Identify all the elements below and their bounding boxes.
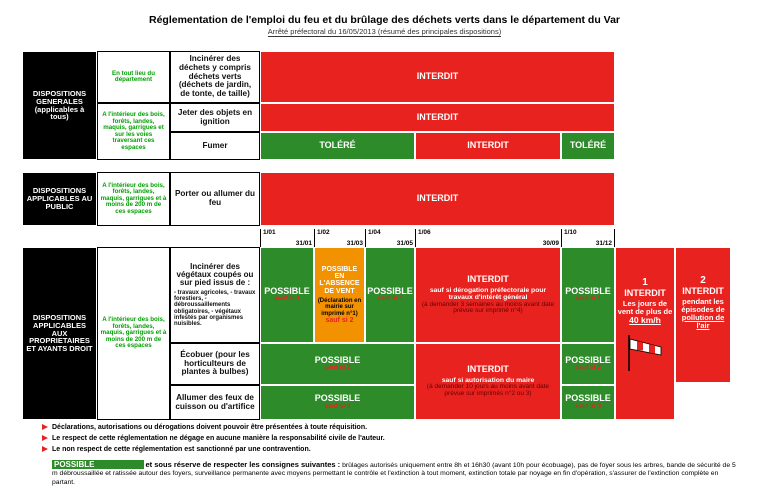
section1-scope1: En tout lieu du département xyxy=(97,51,170,103)
possible-absence-vent: POSSIBLE EN L'ABSENCE DE VENT (Déclaration en mairie sur imprimé n°1) sauf si 2 xyxy=(314,247,365,343)
triangle-bullet-icon xyxy=(42,446,48,452)
note-2: Le respect de cette réglementation ne dégage en aucune manière la responsabilité civile de l'auteur. xyxy=(52,435,385,442)
possible-apr-incinerer: POSSIBLE sauf si 1 xyxy=(365,247,415,343)
period-header: 1/01 31/01 xyxy=(260,229,314,247)
section1-tolere-2: TOLÉRÉ xyxy=(561,132,615,160)
windsock-icon xyxy=(625,333,665,373)
section1-heading: DISPOSITIONS GENERALES (applicables à tous) xyxy=(22,51,97,160)
possible-oct-incinerer: POSSIBLE sauf si 1 xyxy=(561,247,615,343)
possible-ecobuer: POSSIBLE sauf si 2 xyxy=(260,343,415,385)
section1-tolere-1: TOLÉRÉ xyxy=(260,132,415,160)
possible-feux: POSSIBLE sauf si 3 xyxy=(260,385,415,420)
section1-act2: Jeter des objets en ignition xyxy=(170,103,260,132)
section2-act: Porter ou allumer du feu xyxy=(170,172,260,226)
period-header: 1/04 31/05 xyxy=(365,229,415,247)
section2-heading: DISPOSITIONS APPLICABLES AU PUBLIC xyxy=(22,172,97,226)
note-1: Déclarations, autorisations ou dérogations doivent pouvoir être présentées à toute réquisition. xyxy=(52,424,367,431)
possible-jan-incinerer: POSSIBLE sauf si 1 xyxy=(260,247,314,343)
possible-oct-ecobuer: POSSIBLE sauf si 2 xyxy=(561,343,615,385)
section2-scope: A l'intérieur des bois, forêts, landes, maquis, garrigues et à moins de 200 m de ces espaces xyxy=(97,172,170,226)
period-header: 1/06 30/09 xyxy=(415,229,561,247)
section1-interdit-3: INTERDIT xyxy=(415,132,561,160)
triangle-bullet-icon xyxy=(42,424,48,430)
triangle-bullet-icon xyxy=(42,435,48,441)
section1-scope2: A l'intérieur des bois, forêts, landes, maquis, garrigues et sur les voies traversant ces espaces xyxy=(97,103,170,160)
footer-conditions: POSSIBLE sauf si 1 2 3 et sous réserve de respecter les consignes suivantes : brûlages autorisés uniquement entre 8h et 16h30 (avant 10h pour écobuage), pas de foyer sous les arbres, bande de sécurité de 5 m débroussaillée et ratissée autour des foyers, surveillance permanente avec moyens permettant le contrôle et l'extinction à tout moment, extinction totale par noyage en fin d'opération, s'assurer de l'extinction complète en partant. xyxy=(52,460,736,486)
note-3: Le non respect de cette réglementation est sanctionné par une contravention. xyxy=(52,446,311,453)
section3-heading: DISPOSITIONS APPLICABLES AUX PROPRIETAIRES ET AYANTS DROIT xyxy=(22,247,97,420)
section3-act1: Incinérer des végétaux coupés ou sur pied issus de : - travaux agricoles, - travaux forestiers, - débroussaillements obligatoires, - végétaux infestés par organismes nuisibles. xyxy=(170,247,260,343)
interdit-summer-incinerer: INTERDIT sauf si dérogation préfectorale pour travaux d'intérêt général (à demander 3 semaines au moins avant date prévue sur imprimé n°4) xyxy=(415,247,561,343)
section1-interdit-1: INTERDIT xyxy=(260,51,615,103)
section1-interdit-2: INTERDIT xyxy=(260,103,615,132)
possible-oct-feux: POSSIBLE sauf si 3 xyxy=(561,385,615,420)
period-header: 1/02 31/03 xyxy=(314,229,365,247)
interdit-summer-ecobuer-feux: INTERDIT sauf si autorisation du maire (à demander 10 jours au moins avant date prévue sur imprimés n°2 ou 3) xyxy=(415,343,561,420)
section2-interdit: INTERDIT xyxy=(260,172,615,226)
condition-2-pollution: 2 INTERDIT pendant les épisodes de pollution de l'air xyxy=(675,247,731,383)
section3-act2: Écobuer (pour les horticulteurs de plantes à bulbes) xyxy=(170,343,260,385)
possible-chip: POSSIBLE xyxy=(54,460,95,469)
period-header: 1/10 31/12 xyxy=(561,229,615,247)
page-title: Réglementation de l'emploi du feu et du brûlage des déchets verts dans le département du Var xyxy=(148,14,621,26)
condition-1-wind: 1 INTERDIT Les jours de vent de plus de 40 km/h xyxy=(615,247,675,420)
section1-act1: Incinérer des déchets y compris déchets verts (déchets de jardin, de tonte, de taille) xyxy=(170,51,260,103)
page-subtitle: Arrêté préfectoral du 16/05/2013 (résumé des principales dispositions) xyxy=(267,27,502,36)
section1-act3: Fumer xyxy=(170,132,260,160)
sauf-chip: sauf si 1 2 3 xyxy=(98,460,142,469)
section3-act3: Allumer des feux de cuisson ou d'artifice xyxy=(170,385,260,420)
section3-scope: A l'intérieur des bois, forêts, landes, maquis, garrigues et à moins de 200 m de ces espaces xyxy=(97,247,170,420)
